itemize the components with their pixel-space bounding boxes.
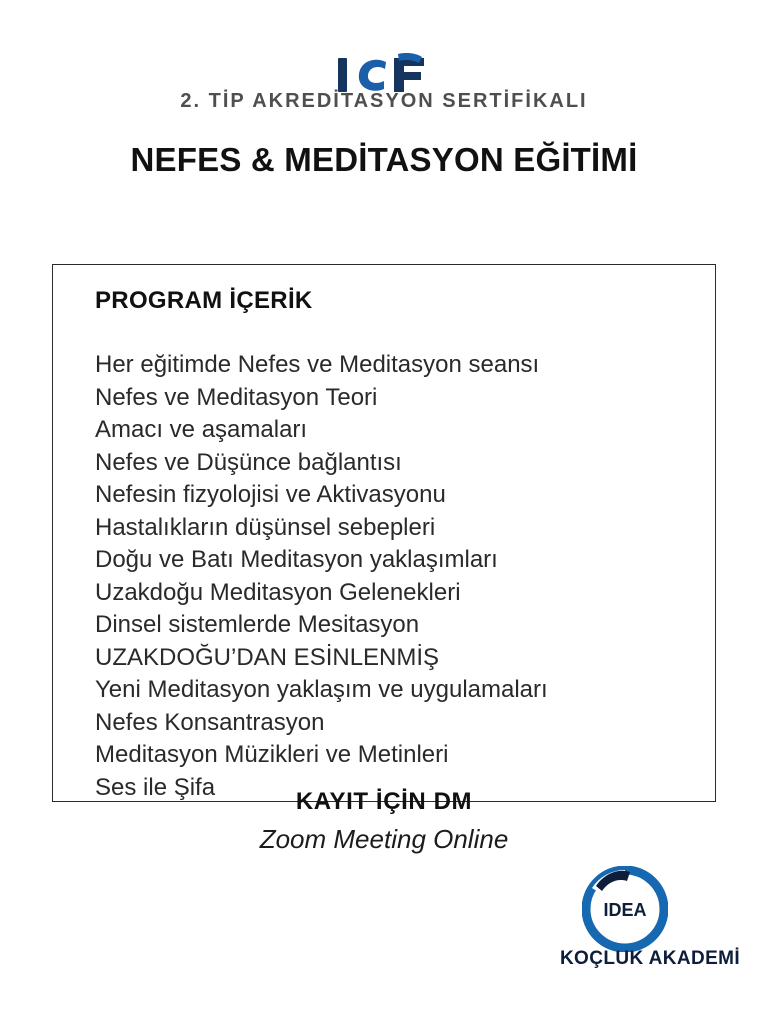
page-title: NEFES & MEDİTASYON EĞİTİMİ <box>130 141 638 178</box>
list-item: Yeni Meditasyon yaklaşım ve uygulamaları <box>95 676 548 703</box>
program-list <box>53 349 715 804</box>
icf-logo <box>0 0 768 56</box>
idea-academy-logo <box>540 866 760 976</box>
certification-line: 2. TİP AKREDİTASYON SERTİFİKALI <box>180 90 588 112</box>
list-item: Meditasyon Müzikleri ve Metinleri <box>95 741 449 768</box>
platform-label: Zoom Meeting Online <box>259 824 509 854</box>
idea-circle-icon <box>582 866 668 952</box>
list-item: Nefes Konsantrasyon <box>95 708 325 736</box>
list-item: Uzakdoğu Meditasyon Gelenekleri <box>95 578 461 606</box>
svg-text:IDEA: IDEA <box>603 900 647 920</box>
program-content-box <box>52 264 716 802</box>
list-item: Ses ile Şifa <box>95 773 216 801</box>
list-item: Doğu ve Batı Meditasyon yaklaşımları <box>95 546 498 573</box>
program-heading: PROGRAM İÇERİK <box>95 287 313 314</box>
list-item: UZAKDOĞU’DAN ESİNLENMİŞ <box>95 643 440 671</box>
registration-cta: KAYIT İÇİN DM <box>295 788 473 815</box>
list-item: Nefes ve Düşünce bağlantısı <box>95 448 402 476</box>
list-item: Nefesin fizyolojisi ve Aktivasyonu <box>95 481 446 508</box>
list-item: Dinsel sistemlerde Mesitasyon <box>95 611 420 638</box>
list-item: Nefes ve Meditasyon Teori <box>95 383 378 411</box>
list-item: Amacı ve aşamaları <box>95 416 308 443</box>
list-item: Hastalıkların düşünsel sebepleri <box>95 513 436 541</box>
list-item: Her eğitimde Nefes ve Meditasyon seansı <box>95 351 540 378</box>
academy-name: KOÇLUK AKADEMİ <box>559 948 741 969</box>
